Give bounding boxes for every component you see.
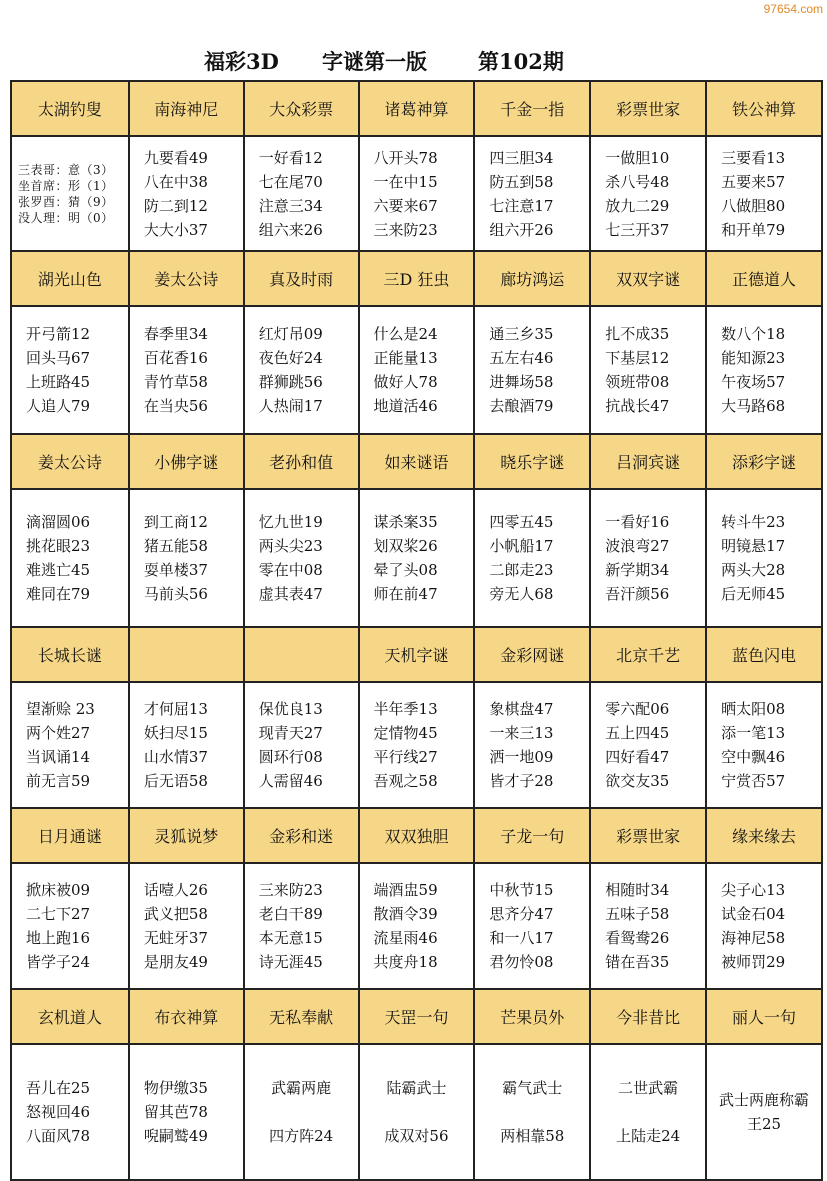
- riddle-line: 和开单79: [721, 220, 786, 239]
- riddle-row: [11, 136, 822, 251]
- riddle-line: 虚其表47: [258, 585, 323, 603]
- riddle-line: 成双对56: [384, 1127, 449, 1145]
- riddle-line: 思齐分47: [489, 905, 554, 923]
- riddle-line: 三要看13: [721, 148, 786, 167]
- riddle-cell: [11, 863, 129, 989]
- riddle-line: 到工商12: [143, 513, 208, 531]
- riddle-line: 才何屈13: [143, 700, 208, 718]
- riddle-line: 武义把58: [143, 905, 208, 923]
- riddle-line: 难同在79: [26, 585, 91, 603]
- riddle-line: 挑花眼23: [26, 537, 91, 555]
- column-header: 吕洞宾谜: [590, 434, 706, 489]
- header-row: [11, 81, 822, 136]
- riddle-line: 本无意15: [258, 929, 323, 947]
- riddle-line: 坐首席：形（1）: [18, 178, 114, 193]
- riddle-line: 没人理：明（0）: [18, 210, 114, 225]
- column-header: 彩票世家: [590, 808, 706, 863]
- riddle-line: 谋杀案35: [373, 513, 438, 531]
- riddle-line: 耍单楼37: [143, 561, 208, 579]
- riddle-line: 晒太阳08: [721, 700, 786, 718]
- column-header: 玄机道人: [11, 989, 129, 1044]
- column-header: 北京千艺: [590, 627, 706, 682]
- riddle-cell: [244, 136, 359, 251]
- riddle-cell: [244, 306, 359, 434]
- riddle-line: 流星雨46: [373, 929, 438, 947]
- riddle-line: 看鸳鸯26: [605, 929, 670, 947]
- riddle-line: 中秋节15: [489, 881, 554, 899]
- riddle-line: 端酒盅59: [373, 881, 438, 899]
- riddle-cell: [11, 306, 129, 434]
- riddle-line: 晕了头08: [373, 561, 438, 579]
- riddle-line: 什么是24: [373, 325, 438, 343]
- riddle-line: 现青天27: [258, 724, 323, 742]
- riddle-line: [360, 1100, 474, 1124]
- riddle-line: 山水情37: [143, 748, 208, 766]
- riddle-line: 午夜场57: [721, 373, 786, 391]
- riddle-line: 五要来57: [721, 172, 786, 191]
- riddle-line: 八面风78: [26, 1127, 91, 1145]
- riddle-line: 七三开37: [605, 220, 670, 239]
- riddle-cell: [706, 1044, 822, 1180]
- riddle-line: 红灯吊09: [258, 325, 323, 343]
- riddle-line: 正能量13: [373, 349, 438, 367]
- column-header: 丽人一句: [706, 989, 822, 1044]
- riddle-cell: [129, 682, 244, 808]
- column-header: 蓝色闪电: [706, 627, 822, 682]
- riddle-line: 人追人79: [26, 397, 91, 415]
- riddle-line: 被师罚29: [721, 953, 786, 971]
- riddle-line: 欲交友35: [605, 772, 670, 790]
- riddle-line: 后无语58: [143, 772, 208, 790]
- riddle-line: 平行线27: [373, 748, 438, 766]
- riddle-line: 尖子心13: [721, 881, 786, 899]
- riddle-cell: [590, 489, 706, 627]
- riddle-line: 数八个18: [721, 325, 786, 343]
- riddle-line: 猪五能58: [143, 537, 208, 555]
- riddle-line: 做好人78: [373, 373, 438, 391]
- column-header: 姜太公诗: [129, 251, 244, 306]
- column-header: 南海神尼: [129, 81, 244, 136]
- riddle-line: 二世武霸: [618, 1079, 679, 1097]
- riddle-cell: [706, 489, 822, 627]
- riddle-line: 七注意17: [489, 196, 554, 215]
- riddle-line: 防二到12: [143, 196, 208, 215]
- riddle-line: 怒视回46: [26, 1103, 91, 1121]
- riddle-cell: [11, 1044, 129, 1180]
- riddle-line: 组六开26: [489, 220, 554, 239]
- riddle-line: 划双桨26: [373, 537, 438, 555]
- riddle-line: 空中飘46: [721, 748, 786, 766]
- riddle-cell: [474, 306, 590, 434]
- riddle-line: 注意三34: [258, 196, 323, 215]
- column-header: 千金一指: [474, 81, 590, 136]
- riddle-cell: [706, 863, 822, 989]
- riddle-line: 三来防23: [258, 881, 323, 899]
- riddle-line: 五味子58: [605, 905, 670, 923]
- riddle-line: 人需留46: [258, 772, 323, 790]
- riddle-line: 掀床被09: [26, 881, 91, 899]
- riddle-line: 一好看12: [258, 148, 323, 167]
- riddle-line: 进舞场58: [489, 373, 554, 391]
- riddle-line: 诗无涯45: [258, 953, 323, 971]
- riddle-line: 吾儿在25: [26, 1079, 91, 1097]
- riddle-line: 武士两鹿称霸: [719, 1091, 810, 1109]
- riddle-line: 两头尖23: [258, 537, 323, 555]
- riddle-row: [11, 489, 822, 627]
- column-header: 天罡一句: [359, 989, 475, 1044]
- riddle-cell: [474, 1044, 590, 1180]
- riddle-line: 在当央56: [143, 397, 208, 415]
- riddle-line: 明镜悬17: [721, 537, 786, 555]
- riddle-line: 和一八17: [489, 929, 554, 947]
- column-header: [129, 627, 244, 682]
- column-header: 金彩和迷: [244, 808, 359, 863]
- riddle-line: 无蛀牙37: [143, 929, 208, 947]
- riddle-line: 张罗酉：猜（9）: [18, 194, 114, 209]
- riddle-line: 四方阵24: [269, 1127, 334, 1145]
- riddle-cell: [359, 306, 475, 434]
- column-header: 长城长谜: [11, 627, 129, 682]
- riddle-cell: [590, 306, 706, 434]
- column-header: 老孙和值: [244, 434, 359, 489]
- column-header: 双双字谜: [590, 251, 706, 306]
- riddle-line: 地道活46: [373, 397, 438, 415]
- riddle-line: 君勿怜08: [489, 953, 554, 971]
- riddle-line: 皆才子28: [489, 772, 554, 790]
- riddle-line: 人热闹17: [258, 397, 323, 415]
- riddle-line: 四零五45: [489, 513, 554, 531]
- column-header: 无私奉献: [244, 989, 359, 1044]
- riddle-line: 皆学子24: [26, 953, 91, 971]
- header-row: [11, 251, 822, 306]
- riddle-cell: [129, 489, 244, 627]
- title-lottery: 福彩3D: [204, 49, 279, 74]
- column-header: [244, 627, 359, 682]
- riddle-cell: [359, 863, 475, 989]
- riddle-line: 七在尾70: [258, 172, 323, 191]
- riddle-line: 陆霸武士: [386, 1079, 447, 1097]
- riddle-line: 二七下27: [26, 905, 91, 923]
- riddle-line: 放九二29: [605, 196, 670, 215]
- riddle-line: 当讽诵14: [26, 748, 91, 766]
- riddle-cell: [359, 682, 475, 808]
- riddle-line: 物伊缴35: [143, 1079, 208, 1097]
- riddle-line: 武霸两鹿: [271, 1079, 332, 1097]
- column-header: 诸葛神算: [359, 81, 475, 136]
- riddle-line: 群狮跳56: [258, 373, 323, 391]
- column-header: 天机字谜: [359, 627, 475, 682]
- riddle-line: 圆环行08: [258, 748, 323, 766]
- riddle-line: 试金石04: [721, 905, 786, 923]
- riddle-line: 零在中08: [258, 561, 323, 579]
- riddle-line: 零六配06: [605, 700, 670, 718]
- riddle-line: 上班路45: [26, 373, 91, 391]
- riddle-cell: [706, 136, 822, 251]
- riddle-cell: [244, 863, 359, 989]
- column-header: 双双独胆: [359, 808, 475, 863]
- riddle-line: 杀八号48: [605, 172, 670, 191]
- riddle-row: [11, 1044, 822, 1180]
- riddle-line: 霸气武士: [502, 1079, 563, 1097]
- riddle-cell: [590, 1044, 706, 1180]
- column-header: 子龙一句: [474, 808, 590, 863]
- riddle-row: [11, 863, 822, 989]
- riddle-cell: [359, 489, 475, 627]
- riddle-cell: [11, 682, 129, 808]
- column-header: 日月通谜: [11, 808, 129, 863]
- riddle-line: 象棋盘47: [489, 700, 554, 718]
- riddle-line: 后无师45: [721, 585, 786, 603]
- riddle-cell: [590, 136, 706, 251]
- riddle-line: 五上四45: [605, 724, 670, 742]
- riddle-cell: [244, 489, 359, 627]
- riddle-line: 大马路68: [721, 397, 786, 415]
- riddle-line: 两个姓27: [26, 724, 91, 742]
- header-row: [11, 627, 822, 682]
- column-header: 灵狐说梦: [129, 808, 244, 863]
- riddle-line: 王25: [746, 1115, 782, 1133]
- riddle-cell: [129, 306, 244, 434]
- riddle-line: 留其芭78: [143, 1103, 208, 1121]
- riddle-line: 转斗牛23: [721, 513, 786, 531]
- riddle-cell: [129, 863, 244, 989]
- riddle-line: 添一笔13: [721, 724, 786, 742]
- column-header: 晓乐字谜: [474, 434, 590, 489]
- riddle-line: 定情物45: [373, 724, 438, 742]
- riddle-line: 四三胆34: [489, 148, 554, 167]
- riddle-line: 马前头56: [143, 585, 208, 603]
- riddle-line: 话噎人26: [143, 881, 208, 899]
- riddle-line: 两相靠58: [500, 1127, 565, 1145]
- riddle-cell: [474, 863, 590, 989]
- column-header: 三D 狂虫: [359, 251, 475, 306]
- title-edition: 字谜第一版: [322, 49, 427, 74]
- riddle-cell: [11, 136, 129, 251]
- riddle-line: 散酒令39: [373, 905, 438, 923]
- column-header: 缘来缘去: [706, 808, 822, 863]
- riddle-line: 小帆船17: [489, 537, 554, 555]
- riddle-line: 八在中38: [143, 172, 208, 191]
- riddle-line: 半年季13: [373, 700, 438, 718]
- riddle-line: 宁赏否57: [721, 772, 786, 790]
- riddle-line: 开弓箭12: [26, 325, 91, 343]
- riddle-line: 防五到58: [489, 172, 554, 191]
- riddle-line: 去酿酒79: [489, 397, 554, 415]
- riddle-line: 三来防23: [373, 220, 438, 239]
- page-title: [0, 46, 827, 76]
- riddle-cell: [129, 1044, 244, 1180]
- riddle-line: 大大小37: [143, 220, 208, 239]
- title-issue: 第102期: [478, 49, 564, 74]
- column-header: 大众彩票: [244, 81, 359, 136]
- riddle-line: 新学期34: [605, 561, 670, 579]
- riddle-line: 相随时34: [605, 881, 670, 899]
- riddle-line: 波浪弯27: [605, 537, 670, 555]
- column-header: 小佛字谜: [129, 434, 244, 489]
- riddle-line: 唲嗣鹫49: [143, 1127, 208, 1145]
- riddle-line: 百花香16: [143, 349, 208, 367]
- riddle-line: 青竹草58: [143, 373, 208, 391]
- riddle-line: 六要来67: [373, 196, 438, 215]
- riddle-cell: [474, 489, 590, 627]
- riddle-line: 九要看49: [143, 148, 208, 167]
- riddle-line: 四好看47: [605, 748, 670, 766]
- riddle-line: 错在吾35: [605, 953, 670, 971]
- column-header: 姜太公诗: [11, 434, 129, 489]
- column-header: 金彩网谜: [474, 627, 590, 682]
- column-header: 芒果员外: [474, 989, 590, 1044]
- riddle-line: 上陆走24: [616, 1127, 681, 1145]
- riddle-line: 八做胆80: [721, 196, 786, 215]
- riddle-line: 望渐赊 23: [26, 700, 95, 718]
- column-header: 太湖钓叟: [11, 81, 129, 136]
- riddle-line: 八开头78: [373, 148, 438, 167]
- riddle-line: 前无言59: [26, 772, 91, 790]
- riddle-line: 吾汗颜56: [605, 585, 670, 603]
- riddle-line: 三表哥：意（3）: [18, 162, 114, 177]
- riddle-line: [591, 1100, 705, 1124]
- riddle-line: 通三乡35: [489, 325, 554, 343]
- riddle-line: 回头马67: [26, 349, 91, 367]
- riddle-table: [10, 80, 823, 1181]
- column-header: 今非昔比: [590, 989, 706, 1044]
- column-header: 正德道人: [706, 251, 822, 306]
- riddle-line: 一看好16: [605, 513, 670, 531]
- riddle-line: 抗战长47: [605, 397, 670, 415]
- riddle-cell: [244, 1044, 359, 1180]
- riddle-line: 保优良13: [258, 700, 323, 718]
- riddle-line: [475, 1100, 589, 1124]
- riddle-line: 师在前47: [373, 585, 438, 603]
- column-header: 湖光山色: [11, 251, 129, 306]
- riddle-line: 二郎走23: [489, 561, 554, 579]
- riddle-line: 地上跑16: [26, 929, 91, 947]
- riddle-line: 春季里34: [143, 325, 208, 343]
- riddle-cell: [359, 136, 475, 251]
- header-row: [11, 434, 822, 489]
- riddle-cell: [474, 682, 590, 808]
- column-header: 添彩字谜: [706, 434, 822, 489]
- riddle-line: 下基层12: [605, 349, 670, 367]
- riddle-line: 妖扫尽15: [143, 724, 208, 742]
- riddle-cell: [706, 682, 822, 808]
- riddle-line: 组六来26: [258, 220, 323, 239]
- riddle-line: [245, 1100, 358, 1124]
- riddle-line: 吾观之58: [373, 772, 438, 790]
- site-watermark: 97654.com: [763, 2, 823, 16]
- riddle-cell: [474, 136, 590, 251]
- riddle-line: 扎不成35: [605, 325, 670, 343]
- riddle-cell: [359, 1044, 475, 1180]
- riddle-line: 领班带08: [605, 373, 670, 391]
- riddle-line: 五左右46: [489, 349, 554, 367]
- column-header: 如来谜语: [359, 434, 475, 489]
- riddle-cell: [590, 682, 706, 808]
- riddle-line: 共度舟18: [373, 953, 438, 971]
- riddle-cell: [706, 306, 822, 434]
- riddle-row: [11, 682, 822, 808]
- column-header: 铁公神算: [706, 81, 822, 136]
- riddle-line: 两头大28: [721, 561, 786, 579]
- header-row: [11, 989, 822, 1044]
- riddle-line: 忆九世19: [258, 513, 323, 531]
- riddle-line: 海神尼58: [721, 929, 786, 947]
- riddle-cell: [129, 136, 244, 251]
- riddle-line: 难逃亡45: [26, 561, 91, 579]
- riddle-line: 老白干89: [258, 905, 323, 923]
- header-row: [11, 808, 822, 863]
- column-header: 真及时雨: [244, 251, 359, 306]
- riddle-line: 一来三13: [489, 724, 554, 742]
- riddle-line: 洒一地09: [489, 748, 554, 766]
- riddle-cell: [244, 682, 359, 808]
- riddle-line: 夜色好24: [258, 349, 323, 367]
- riddle-line: 能知源23: [721, 349, 786, 367]
- column-header: 彩票世家: [590, 81, 706, 136]
- riddle-line: 一做胆10: [605, 148, 670, 167]
- column-header: 廊坊鸿运: [474, 251, 590, 306]
- riddle-cell: [590, 863, 706, 989]
- riddle-line: 滴溜圆06: [26, 513, 91, 531]
- riddle-line: 是朋友49: [143, 953, 208, 971]
- riddle-line: 一在中15: [373, 172, 438, 191]
- column-header: 布衣神算: [129, 989, 244, 1044]
- riddle-cell: [11, 489, 129, 627]
- riddle-row: [11, 306, 822, 434]
- riddle-line: 旁无人68: [489, 585, 554, 603]
